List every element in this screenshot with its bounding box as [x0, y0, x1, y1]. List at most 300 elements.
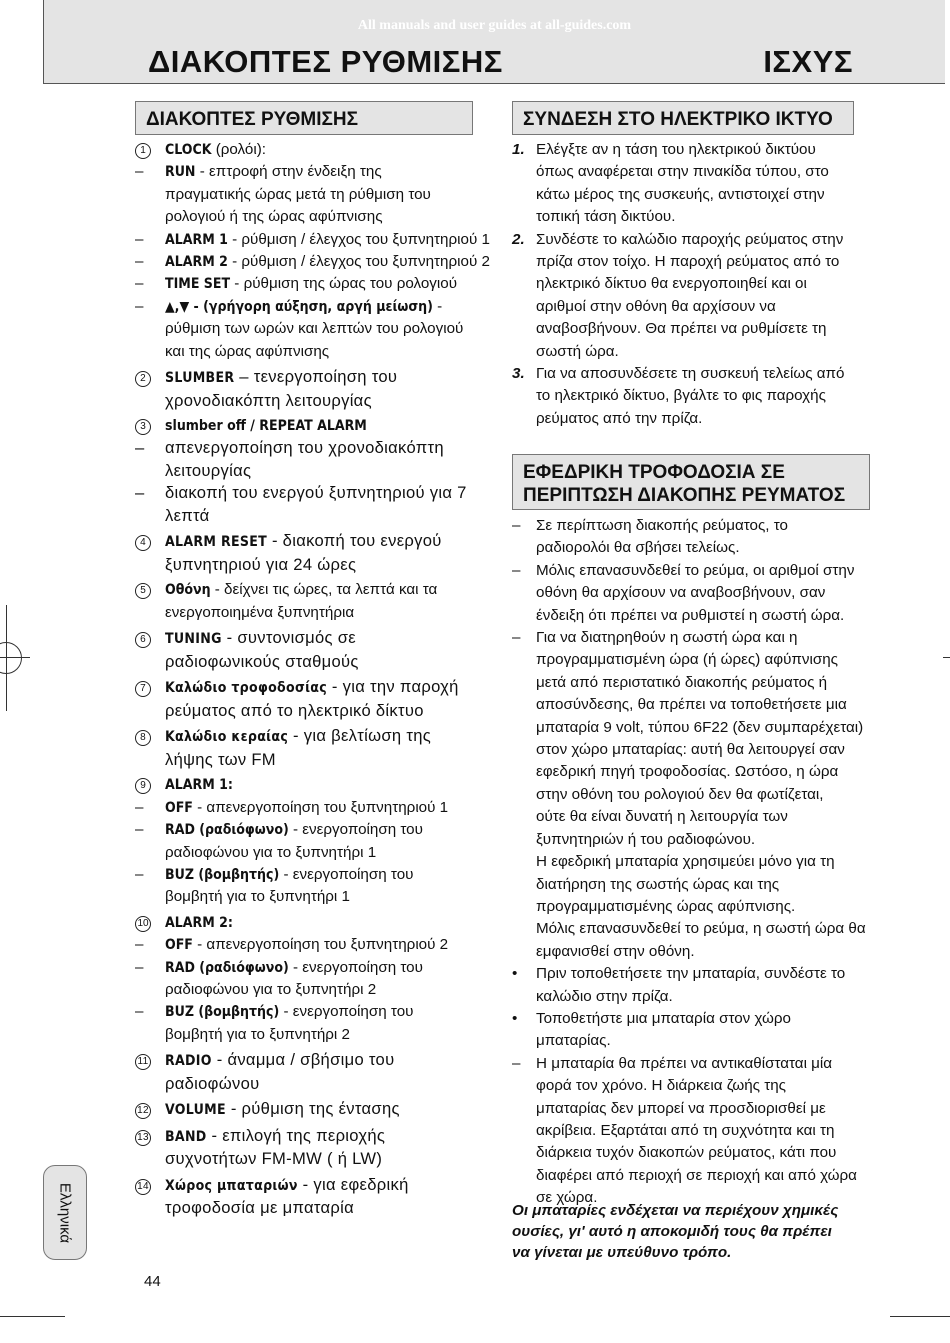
item-marker: [135, 676, 165, 700]
item-text: [165, 1073, 500, 1096]
item-marker: –: [135, 275, 144, 293]
list-item: [512, 761, 887, 783]
item-marker: 1.: [512, 141, 525, 158]
list-item: [512, 229, 882, 251]
item-marker: [512, 717, 536, 739]
item-marker: [135, 1073, 165, 1096]
item-number: 10: [135, 916, 151, 932]
list-item: [512, 582, 887, 604]
item-marker: [135, 1049, 165, 1073]
item-text: [165, 1098, 500, 1122]
item-marker: [512, 941, 536, 963]
list-item: [135, 229, 500, 251]
item-text: [165, 139, 500, 161]
list-item: [135, 819, 500, 841]
item-key: Χώρος μπαταριών: [165, 1177, 298, 1194]
language-tab-label: Ελληνικά: [56, 1182, 74, 1243]
item-text: Ελέγξτε αν η τάση του ηλεκτρικού δικτύου: [536, 141, 816, 158]
item-marker: [135, 206, 165, 228]
item-desc: διακοπή του ενεργού ξυπνητηριού για 7: [165, 483, 467, 503]
item-desc: τροφοδοσία με μπαταρία: [165, 1198, 354, 1218]
item-marker: [512, 206, 536, 228]
item-marker: [135, 390, 165, 413]
item-marker: •: [512, 965, 518, 983]
item-text: [165, 341, 500, 363]
item-marker: [135, 1197, 165, 1220]
list-item: [512, 1075, 887, 1097]
list-item: [135, 296, 500, 318]
item-marker: 3.: [512, 365, 525, 383]
list-item: [135, 912, 500, 934]
list-item: [135, 602, 500, 624]
item-text: [165, 864, 500, 886]
list-item: [512, 649, 887, 671]
list-item: [135, 460, 500, 483]
item-text: εφεδρική πηγή τροφοδοσίας. Ωστόσο, η ώρα: [536, 763, 839, 781]
item-desc: πραγματικής ώρας μετά τη ρύθμιση του: [165, 185, 431, 203]
item-marker: [512, 918, 536, 940]
list-item: [512, 851, 887, 873]
item-number: 8: [135, 730, 151, 746]
item-marker: [512, 273, 536, 295]
list-item: [135, 1148, 500, 1171]
list-item: [512, 161, 882, 183]
item-desc: - ρύθμιση / έλεγχος του ξυπνητηριού 2: [227, 253, 490, 271]
item-desc: - δείχνει τις ώρες, τα λεπτά και τα: [210, 581, 438, 599]
item-marker: [512, 161, 536, 183]
list-item: [512, 139, 882, 161]
section-heading-text: ΔΙΑΚΟΠΤΕΣ ΡΥΘΜΙΣΗΣ: [146, 109, 358, 130]
item-marker: [135, 139, 165, 161]
item-marker: [135, 366, 165, 390]
item-text: [165, 842, 500, 864]
list-item: [135, 1024, 500, 1046]
list-item: [135, 842, 500, 864]
item-marker: –: [512, 561, 521, 579]
item-text: [165, 505, 500, 528]
item-text: [165, 1148, 500, 1171]
item-text: [165, 415, 500, 437]
item-text: [165, 819, 500, 841]
list-item: [512, 560, 887, 582]
item-marker: [512, 408, 536, 430]
list-item: [512, 896, 887, 918]
item-number: 7: [135, 681, 151, 697]
item-desc: - ενεργοποίηση του: [279, 1003, 414, 1021]
item-marker: [512, 761, 536, 783]
list-item: [512, 829, 887, 851]
item-text: [165, 725, 500, 749]
item-text: σε χώρα.: [536, 1189, 598, 1207]
list-item: [512, 363, 882, 385]
item-text: στον χώρο μπαταρίας: αυτή θα λειτουργεί σαν: [536, 741, 845, 759]
list-item: [512, 1030, 887, 1052]
item-text: [165, 366, 500, 390]
list-item: [135, 273, 500, 295]
item-marker: –: [135, 483, 145, 503]
list-item: [512, 273, 882, 295]
item-marker: [135, 912, 165, 934]
item-text: [165, 749, 500, 772]
item-desc: ραδιοφωνικούς σταθμούς: [165, 651, 359, 671]
item-text: [165, 296, 500, 318]
list-item: [135, 700, 500, 723]
list-item: [135, 318, 500, 340]
list-item: [135, 1125, 500, 1149]
list-item: [135, 627, 500, 651]
list-item: [512, 408, 882, 430]
item-marker: [512, 694, 536, 716]
item-marker: [512, 537, 536, 559]
item-text: μπαταρίας δεν μπορεί να προσδιορισθεί με: [536, 1099, 826, 1117]
item-marker: [512, 739, 536, 761]
item-text: μετά από περιστατικό διακοπής ρεύματος ή: [536, 673, 828, 691]
item-marker: –: [135, 1003, 144, 1021]
list-item: [512, 694, 887, 716]
list-item: [512, 717, 887, 739]
list-item: [512, 1098, 887, 1120]
item-desc: - ενεργοποίηση του: [279, 865, 414, 883]
list-item: [135, 1049, 500, 1073]
item-marker: [512, 829, 536, 851]
watermark: All manuals and user guides at all-guides.com: [357, 18, 632, 33]
section-heading-controls: [135, 101, 473, 135]
item-number: 13: [135, 1130, 151, 1146]
item-desc: - επιλογή της περιοχής: [206, 1125, 386, 1145]
list-item: [135, 530, 500, 554]
item-text: [165, 554, 500, 577]
item-key: TUNING: [165, 631, 222, 648]
item-desc: - ενεργοποίηση του: [288, 958, 423, 976]
item-text: Μόλις επανασυνδεθεί το ρεύμα, οι αριθμοί στην: [536, 561, 855, 579]
item-marker: 2.: [512, 230, 525, 248]
crop-mark: [0, 1316, 65, 1317]
item-marker: –: [135, 936, 144, 954]
battery-warning: [512, 1200, 892, 1263]
list-item: [135, 1001, 500, 1023]
item-text: τοπική τάση δικτύου.: [536, 208, 676, 226]
item-number: 1: [135, 143, 151, 159]
item-text: [165, 797, 500, 819]
item-desc: - άναμμα / σβήσιμο του: [211, 1050, 395, 1070]
item-text: [165, 251, 500, 273]
item-text: αποσύνδεσης, θα πρέπει να τοποθετήσετε μια: [536, 696, 847, 714]
item-desc: ραδιοφώνου για το ξυπνητήρι 2: [165, 980, 377, 998]
item-number: 14: [135, 1179, 151, 1195]
item-text: το ηλεκτρικό δίκτυο, βγάλτε το φις παροχής: [536, 387, 826, 405]
item-key: CLOCK: [165, 142, 212, 158]
item-key: ALARM 1:: [165, 777, 233, 794]
item-marker: [512, 1075, 536, 1097]
section-heading-backup: [512, 454, 870, 510]
item-desc: - διακοπή του ενεργού: [267, 531, 442, 551]
item-marker: [512, 672, 536, 694]
item-marker: [512, 1030, 536, 1052]
item-text: οθόνη θα αρχίσουν να αναβοσβήνουν, σαν: [536, 584, 826, 602]
item-text: ραδιορολόι θα σβήσει τελείως.: [536, 539, 740, 557]
item-text: [165, 437, 500, 460]
item-marker: [512, 874, 536, 896]
item-desc: - επτροφή στην ένδειξη της: [195, 163, 382, 181]
list-item: [135, 554, 500, 577]
item-marker: –: [135, 297, 144, 315]
item-marker: [135, 530, 165, 554]
item-key: TIME SET: [165, 276, 231, 293]
list-item: [135, 390, 500, 413]
section-heading-mains: [512, 101, 854, 135]
item-desc: ενεργοποιημένα ξυπνητήρια: [165, 603, 355, 621]
item-marker: [135, 627, 165, 651]
list-item: [512, 941, 887, 963]
item-key: BUZ (βομβητής): [165, 866, 280, 883]
item-text: διάρκεια τυχόν διακοπών ρεύματος, κάτι που: [536, 1144, 837, 1162]
list-item: [512, 986, 887, 1008]
item-key: BAND: [165, 1128, 207, 1145]
item-marker: [512, 251, 536, 273]
item-key: OFF: [165, 937, 193, 954]
item-text: [165, 184, 500, 206]
item-marker: [135, 1024, 165, 1046]
item-marker: [135, 979, 165, 1001]
item-text: [165, 579, 500, 601]
item-desc: - για την παροχή: [327, 677, 459, 697]
item-text: [165, 627, 500, 651]
item-desc: -: [432, 297, 443, 315]
item-marker: [512, 1142, 536, 1164]
item-desc: ρολογιού ή της ώρας αφύπνισης: [165, 208, 383, 226]
item-text: [165, 1125, 500, 1149]
item-number: 3: [135, 419, 151, 435]
list-item: [135, 161, 500, 183]
item-desc: απενεργοποίηση του χρονοδιακόπτη: [165, 438, 444, 458]
item-key: RAD (ραδιόφωνο): [165, 822, 289, 839]
right-column-mains: [512, 139, 882, 430]
item-desc: λεπτά: [165, 505, 210, 525]
item-text: [165, 700, 500, 723]
item-marker: [135, 886, 165, 908]
list-item: [135, 206, 500, 228]
list-item: [512, 605, 887, 627]
item-marker: [512, 986, 536, 1008]
item-key: ▲,▼ - (γρήγορη αύξηση, αργή μείωση): [165, 298, 433, 315]
item-key: SLUMBER: [165, 370, 235, 387]
item-text: στην οθόνη του ρολογιού δεν θα φωτίζεται,: [536, 785, 824, 803]
left-column: [135, 139, 500, 1220]
item-desc: - ρύθμιση της ώρας του ρολογιού: [230, 275, 458, 293]
item-marker: –: [135, 253, 144, 271]
item-desc: - για εφεδρική: [297, 1174, 409, 1194]
item-number: 12: [135, 1103, 151, 1119]
list-item: [135, 774, 500, 796]
list-item: [135, 864, 500, 886]
list-item: [512, 784, 887, 806]
item-marker: [135, 602, 165, 624]
item-text: [165, 957, 500, 979]
item-desc: – τενεργοποίηση του: [234, 367, 398, 387]
item-text: [165, 318, 500, 340]
right-column-backup: [512, 515, 887, 1210]
item-key: BUZ (βομβητής): [165, 1004, 280, 1021]
item-key: VOLUME: [165, 1102, 226, 1119]
item-text: [165, 886, 500, 908]
list-item: [135, 1174, 500, 1198]
item-text: κάτω μέρος της συσκευής, αντιστοιχεί στην: [536, 185, 825, 203]
item-marker: [512, 605, 536, 627]
list-item: [512, 537, 887, 559]
list-item: [135, 482, 500, 505]
item-marker: –: [512, 629, 521, 647]
item-marker: –: [512, 517, 521, 534]
item-text: προγραμματισμένης ώρας αφύπνισης.: [536, 897, 796, 915]
warning-line: Οι μπαταρίες ενδέχεται να περιέχουν χημικές: [512, 1202, 839, 1219]
item-marker: –: [135, 865, 144, 883]
item-marker: [135, 460, 165, 483]
item-key: ALARM 2: [165, 254, 228, 271]
list-item: [135, 415, 500, 437]
list-item: [512, 341, 882, 363]
warning-line: ουσίες, γι' αυτό η αποκομιδή τους θα πρέπει: [512, 1223, 832, 1240]
item-key: ALARM 2:: [165, 914, 233, 931]
list-item: [512, 1053, 887, 1075]
list-item: [135, 505, 500, 528]
item-marker: [135, 651, 165, 674]
item-text: Η εφεδρική μπαταρία χρησιμεύει μόνο για τη: [536, 853, 835, 871]
page-title-left: ΔΙΑΚΟΠΤΕΣ ΡΥΘΜΙΣΗΣ: [148, 44, 503, 79]
item-text: ηλεκτρικό δίκτυο θα ενεργοποιηθεί και οι: [536, 275, 807, 293]
item-desc: - ρύθμιση της έντασης: [225, 1099, 400, 1119]
list-item: [512, 184, 882, 206]
list-item: [512, 672, 887, 694]
item-text: [165, 651, 500, 674]
list-item: [512, 739, 887, 761]
list-item: [135, 579, 500, 601]
item-desc: συχνοτήτων FM-MW ( ή LW): [165, 1149, 383, 1169]
item-marker: [512, 1165, 536, 1187]
item-desc: ραδιοφώνου: [165, 1073, 260, 1093]
item-text: [165, 602, 500, 624]
item-desc: βομβητή για το ξυπνητήρι 2: [165, 1025, 350, 1043]
section-heading-text: ΣΥΝΔΕΣΗ ΣΤΟ ΗΛΕΚΤΡΙΚΟ ΙΚΤΥΟ: [523, 109, 833, 130]
item-text: αριθμοί στην οθόνη θα αρχίσουν να: [536, 297, 776, 315]
item-text: πρίζα στον τοίχο. Η παροχή ρεύματος από το: [536, 253, 840, 271]
warning-line: να γίνεται με υπεύθυνο τρόπο.: [512, 1244, 732, 1261]
item-marker: [135, 554, 165, 577]
list-item: [512, 385, 882, 407]
item-text: ακρίβεια. Εξαρτάται από τη συχνότητα και τη: [536, 1121, 835, 1139]
item-desc: - απενεργοποίηση του ξυπνητηριού 2: [192, 936, 449, 954]
item-desc: και της ώρας αφύπνισης: [165, 342, 330, 360]
registration-circle: [0, 642, 22, 674]
item-text: [165, 229, 500, 251]
list-item: [135, 1073, 500, 1096]
item-text: [165, 1024, 500, 1046]
list-item: [512, 874, 887, 896]
item-text: ένδειξη ότι πρέπει να ρυθμιστεί η σωστή ώρα.: [536, 606, 845, 624]
item-key: ALARM 1: [165, 231, 228, 248]
item-number: 5: [135, 583, 151, 599]
item-text: [165, 979, 500, 1001]
item-text: όπως αναφέρεται στην πινακίδα τύπου, στο: [536, 163, 829, 181]
item-desc: - ρύθμιση / έλεγχος του ξυπνητηριού 1: [227, 230, 490, 248]
item-marker: [135, 1174, 165, 1198]
item-text: [165, 1049, 500, 1073]
list-item: [512, 206, 882, 228]
item-text: [165, 482, 500, 505]
item-text: Για να αποσυνδέσετε τη συσκευή τελείως από: [536, 365, 845, 383]
list-item: [512, 627, 887, 649]
item-text: φορά τον χρόνο. Η διάρκεια ζωής της: [536, 1077, 786, 1095]
list-item: [135, 725, 500, 749]
item-marker: [512, 649, 536, 671]
list-item: [135, 341, 500, 363]
item-marker: [512, 851, 536, 873]
item-marker: [135, 1148, 165, 1171]
item-text: διαφέρει από περιοχή σε περιοχή και από χώρα: [536, 1166, 857, 1184]
page-title-right: ΙΣΧΥΣ: [763, 44, 853, 79]
list-item: [135, 184, 500, 206]
item-number: 11: [135, 1054, 151, 1070]
list-item: [135, 979, 500, 1001]
item-marker: [135, 749, 165, 772]
item-marker: [135, 700, 165, 723]
item-marker: –: [135, 230, 144, 248]
list-item: [512, 918, 887, 940]
item-key: RUN: [165, 164, 196, 181]
item-marker: –: [135, 163, 144, 181]
item-marker: [135, 318, 165, 340]
item-text: [165, 1174, 500, 1198]
item-text: προγραμματισμένη ώρα (ή ώρες) αφύπνισης: [536, 651, 838, 669]
list-item: [512, 1008, 887, 1030]
item-desc: λήψης των FM: [165, 749, 276, 769]
item-key: RADIO: [165, 1053, 212, 1070]
item-desc: - απενεργοποίηση του ξυπνητηριού 1: [192, 798, 449, 816]
item-marker: –: [135, 958, 144, 976]
item-desc: ρεύματος από το ηλεκτρικό δίκτυο: [165, 700, 424, 720]
item-text: ξυπνητηριών ή του ραδιοφώνου.: [536, 830, 756, 848]
item-marker: –: [512, 1054, 521, 1072]
item-desc: - για βελτίωση της: [288, 726, 432, 746]
list-item: [135, 676, 500, 700]
item-text: Για να διατηρηθούν η σωστή ώρα και η: [536, 629, 798, 647]
crop-mark: [890, 1316, 950, 1317]
item-marker: •: [512, 1009, 518, 1027]
item-text: [165, 161, 500, 183]
item-key: OFF: [165, 799, 193, 816]
crop-mark: [943, 657, 950, 658]
list-item: [135, 139, 500, 161]
item-key: Οθόνη: [165, 582, 211, 599]
list-item: [512, 1142, 887, 1164]
list-item: [135, 1197, 500, 1220]
section-heading-line: ΕΦΕΔΡΙΚΗ ΤΡΟΦΟΔΟΣΙΑ ΣΕ: [523, 462, 785, 483]
item-marker: [135, 1125, 165, 1149]
item-desc: - συντονισμός σε: [221, 628, 357, 648]
item-text: [165, 273, 500, 295]
item-marker: [135, 505, 165, 528]
item-marker: [512, 1120, 536, 1142]
item-key: slumber off / REPEAT ALARM: [165, 418, 367, 435]
page-number: 44: [144, 1273, 161, 1290]
item-text: [165, 460, 500, 483]
item-marker: [135, 1098, 165, 1122]
item-marker: [512, 184, 536, 206]
item-desc: ρύθμιση των ωρών και λεπτών του ρολογιού: [165, 320, 464, 338]
list-item: [512, 296, 882, 318]
item-text: Η μπαταρία θα πρέπει να αντικαθίσταται μία: [536, 1054, 833, 1072]
item-text: Σε περίπτωση διακοπής ρεύματος, το: [536, 517, 788, 534]
list-item: [135, 366, 500, 390]
